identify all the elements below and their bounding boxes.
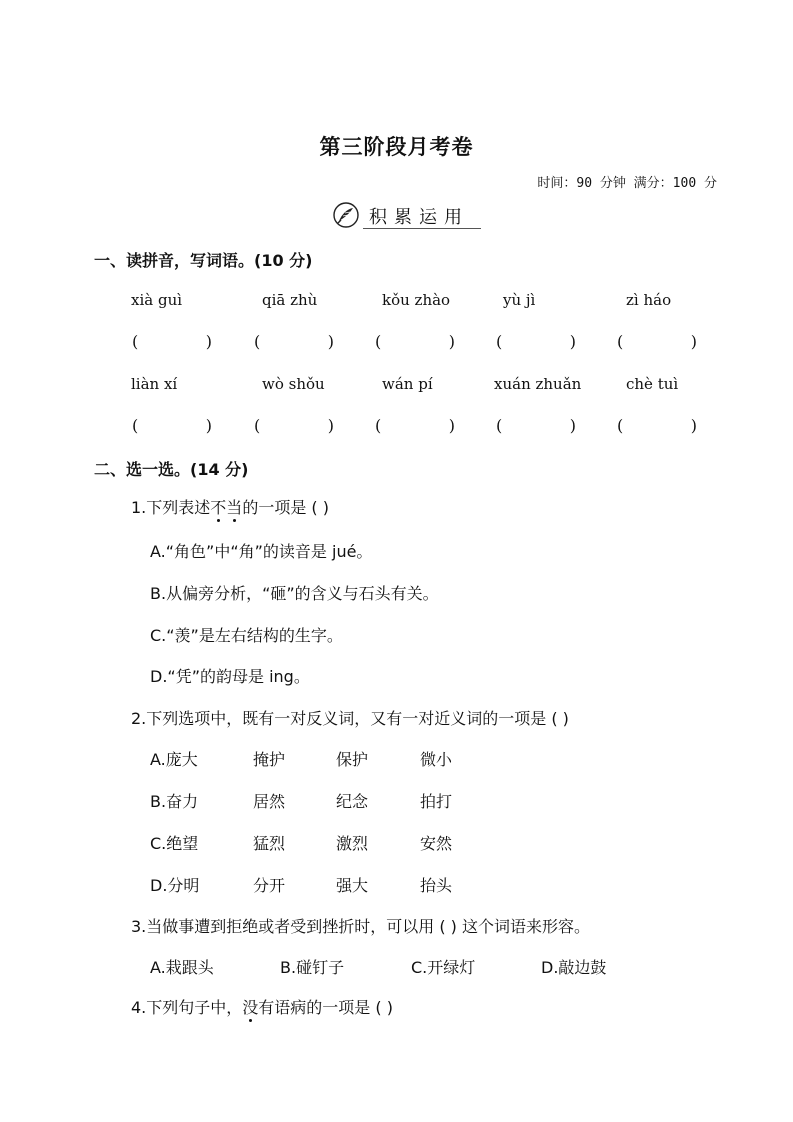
q1-option-b[interactable]: B.从偏旁分析，“砸”的含义与石头有关。 bbox=[150, 584, 439, 603]
section2-heading: 二、选一选。(14 分) bbox=[94, 460, 249, 479]
question-3: 3.当做事遭到拒绝或者受到挫折时，可以用 ( ) 这个词语来形容。 bbox=[131, 917, 591, 936]
page-title: 第三阶段月考卷 bbox=[319, 135, 474, 159]
emphasis-char: 不 bbox=[210, 498, 227, 517]
banner-label: 积累运用 bbox=[369, 207, 469, 228]
q3-option-a[interactable]: A.栽跟头 bbox=[150, 958, 214, 977]
pinyin-item: wán pí bbox=[382, 375, 433, 393]
quill-icon bbox=[333, 202, 359, 228]
banner-underline bbox=[363, 228, 481, 229]
q3-option-c[interactable]: C.开绿灯 bbox=[411, 958, 476, 977]
answer-blank[interactable]: ( ) bbox=[496, 332, 576, 351]
question-2: 2.下列选项中，既有一对反义词，又有一对近义词的一项是 ( ) bbox=[131, 709, 569, 728]
pinyin-item: xià guì bbox=[131, 291, 183, 309]
answer-blank[interactable]: ( ) bbox=[617, 416, 697, 435]
q1-option-c[interactable]: C.“羡”是左右结构的生字。 bbox=[150, 626, 343, 645]
q3-option-b[interactable]: B.碰钉子 bbox=[280, 958, 345, 977]
q3-option-d[interactable]: D.敲边鼓 bbox=[541, 958, 607, 977]
section1-heading: 一、读拼音，写词语。(10 分) bbox=[94, 251, 313, 270]
q1-option-a[interactable]: A.“角色”中“角”的读音是 jué。 bbox=[150, 542, 373, 561]
answer-blank[interactable]: ( ) bbox=[375, 332, 455, 351]
pinyin-item: chè tuì bbox=[626, 375, 679, 393]
answer-blank[interactable]: ( ) bbox=[375, 416, 455, 435]
exam-meta: 时间：90 分钟 满分：100 分 bbox=[537, 176, 717, 191]
answer-blank[interactable]: ( ) bbox=[254, 416, 334, 435]
pinyin-item: kǒu zhào bbox=[382, 291, 451, 309]
emphasis-char: 当 bbox=[226, 498, 243, 517]
question-4: 4.下列句子中，没有语病的一项是 ( ) bbox=[131, 998, 393, 1017]
pinyin-item: yù jì bbox=[503, 291, 536, 309]
pinyin-item: qiā zhù bbox=[262, 291, 318, 309]
answer-blank[interactable]: ( ) bbox=[254, 332, 334, 351]
answer-blank[interactable]: ( ) bbox=[132, 332, 212, 351]
answer-blank[interactable]: ( ) bbox=[617, 332, 697, 351]
pinyin-item: xuán zhuǎn bbox=[494, 375, 582, 393]
answer-blank[interactable]: ( ) bbox=[496, 416, 576, 435]
emphasis-char: 没 bbox=[242, 998, 259, 1017]
pinyin-item: liàn xí bbox=[131, 375, 178, 393]
pinyin-item: zì háo bbox=[626, 291, 672, 309]
answer-blank[interactable]: ( ) bbox=[132, 416, 212, 435]
pinyin-item: wò shǒu bbox=[262, 375, 325, 393]
question-1: 1.下列表述不当的一项是 ( ) bbox=[131, 498, 329, 517]
q1-option-d[interactable]: D.“凭”的韵母是 ing。 bbox=[150, 667, 310, 686]
